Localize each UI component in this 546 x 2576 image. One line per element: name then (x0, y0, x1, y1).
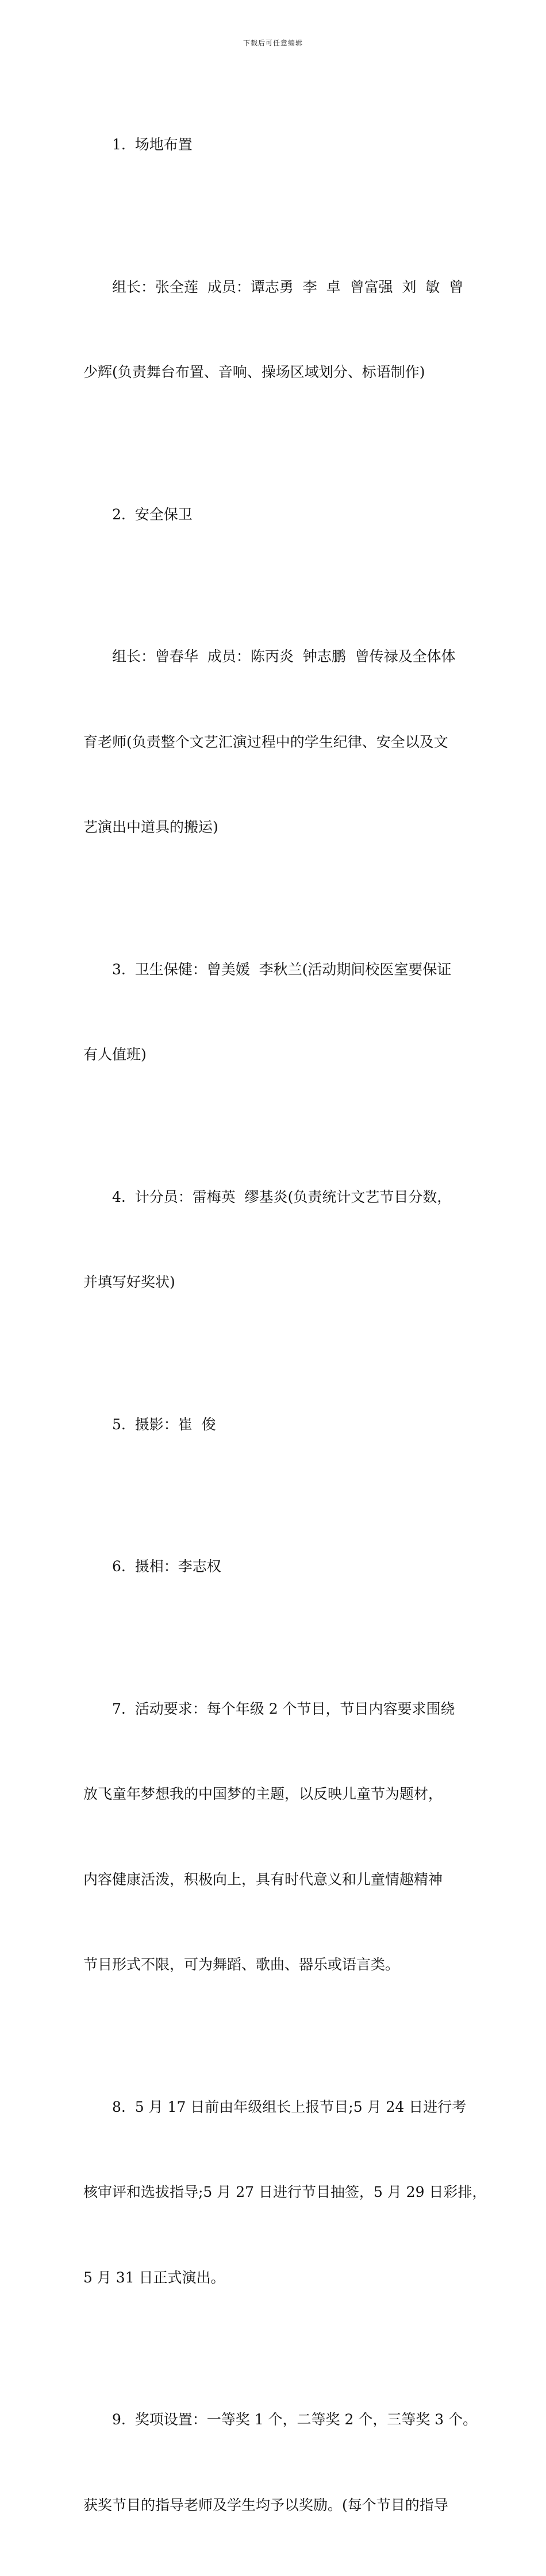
text-line: 7. 活动要求：每个年级 2 个节目，节目内容要求围绕 (112, 1700, 455, 1717)
section-1-members (83, 216, 474, 444)
text-line: 获奖节目的指导老师及学生均予以奖励。(每个节目的指导 (83, 2496, 448, 2513)
text-line: 2. 安全保卫 (112, 506, 193, 523)
text-line: 内容健康活泼，积极向上，具有时代意义和儿童情趣精神 (83, 1871, 443, 1888)
section-2-members (83, 585, 474, 898)
section-4 (83, 1126, 474, 1353)
section-8 (83, 2036, 487, 2349)
text-line: 5. 摄影：崔 俊 (112, 1416, 216, 1433)
text-line: 8. 5 月 17 日前由年级组长上报节目;5 月 24 日进行考 (112, 2098, 467, 2115)
section-3 (83, 898, 474, 1126)
text-line: 6. 摄相：李志权 (112, 1558, 221, 1575)
section-9 (83, 2349, 478, 2576)
text-line: 有人值班) (83, 1046, 147, 1063)
section-5 (83, 1353, 474, 1496)
text-line: 艺演出中道具的搬运) (83, 819, 218, 835)
section-6 (83, 1495, 474, 1638)
text-line: 育老师(负责整个文艺汇演过程中的学生纪律、安全以及文 (83, 733, 448, 750)
text-line: 9. 奖项设置：一等奖 1 个，二等奖 2 个，三等奖 3 个。 (112, 2411, 478, 2428)
header-note: 下载后可任意编辑 (243, 39, 303, 47)
text-line: 组长：张全莲 成员：谭志勇 李 卓 曾富强 刘 敏 曾 (112, 278, 464, 295)
section-1-heading (83, 74, 474, 216)
text-line: 1. 场地布置 (112, 136, 193, 153)
text-line: 组长：曾春华 成员：陈丙炎 钟志鹏 曾传禄及全体体 (112, 648, 456, 665)
text-line: 少辉(负责舞台布置、音响、操场区域划分、标语制作) (83, 364, 425, 380)
text-line: 并填写好奖状) (83, 1274, 175, 1290)
document-body (83, 74, 487, 2576)
text-line: 3. 卫生保健：曾美媛 李秋兰(活动期间校医室要保证 (112, 961, 452, 978)
text-line: 5 月 31 日正式演出。 (83, 2269, 225, 2286)
text-line: 放飞童年梦想我的中国梦的主题，以反映儿童节为题材， (83, 1786, 443, 1802)
section-7 (83, 1638, 474, 2036)
section-2-heading (83, 444, 474, 586)
text-line: 核审评和选拔指导;5 月 27 日进行节目抽签，5 月 29 日彩排， (83, 2184, 487, 2200)
text-line: 4. 计分员：雷梅英 缪基炎(负责统计文艺节目分数， (112, 1188, 452, 1205)
text-line: 节目形式不限，可为舞蹈、歌曲、器乐或语言类。 (83, 1956, 400, 1973)
